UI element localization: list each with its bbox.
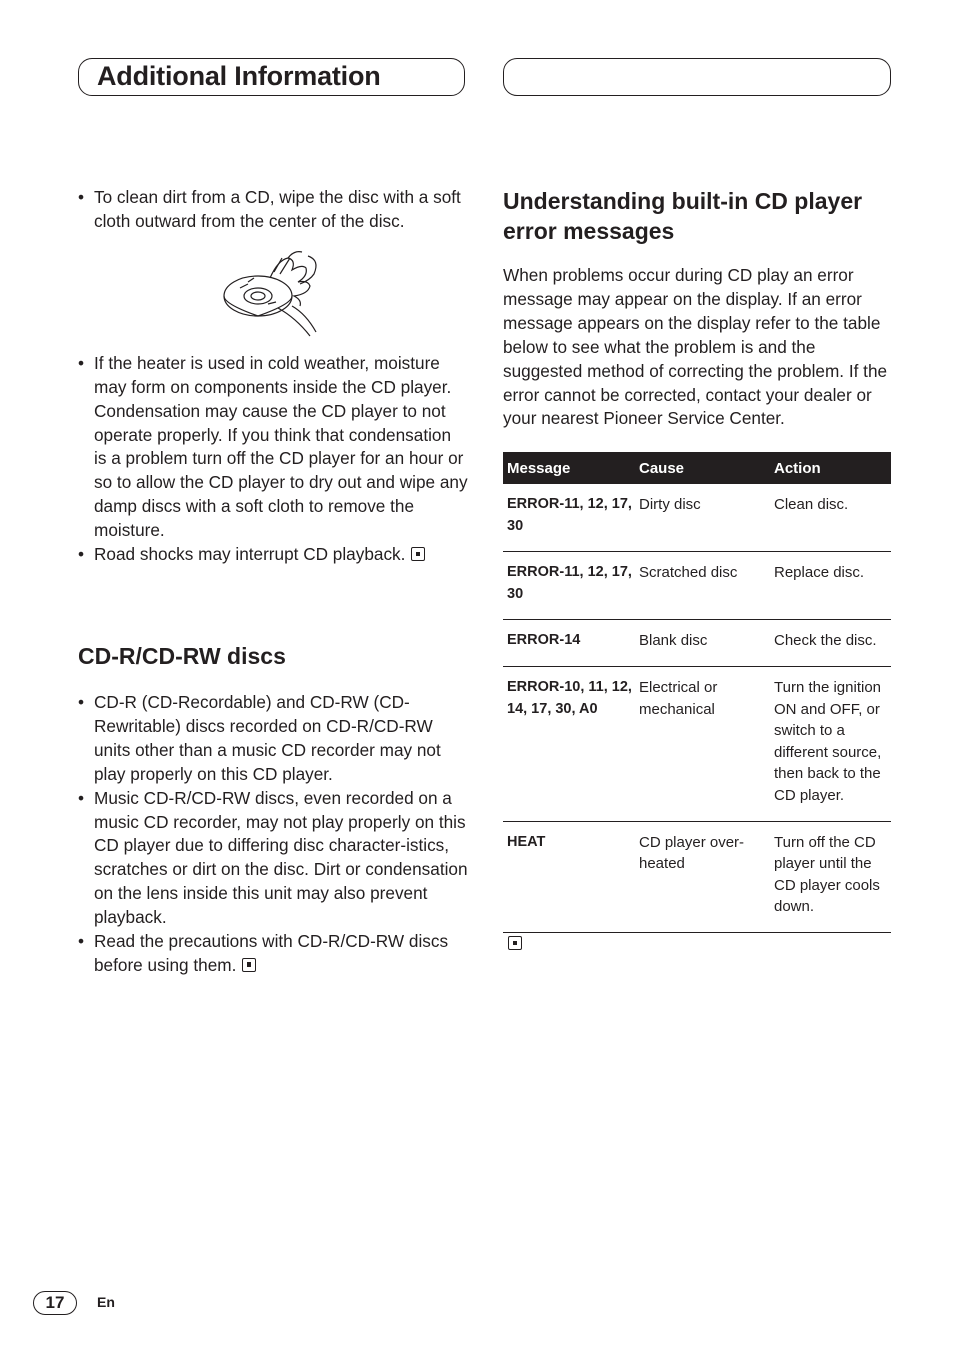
left-column <box>78 186 468 978</box>
action-cell: Replace disc. <box>770 552 891 620</box>
bullet-text: Road shocks may interrupt CD playback. <box>94 544 406 565</box>
page-number: 17 <box>33 1291 77 1315</box>
language-label: En <box>97 1294 115 1310</box>
cause-cell: Electrical or mechanical <box>635 666 770 821</box>
message-cell: ERROR-11, 12, 17, 30 <box>503 484 635 552</box>
section-title: Additional Information <box>97 61 381 91</box>
bullet-item: • Music CD-R/CD-RW discs, even recorded on a music CD recorder, may not play properly on this CD player due to differing disc character-istics, scratches or dirt on the disc. Dirt or condensation on the lens inside this unit may also prevent playback. <box>78 787 468 930</box>
action-cell: Check the disc. <box>770 620 891 667</box>
cause-cell: Blank disc <box>635 620 770 667</box>
cdr-section-heading: CD-R/CD-RW discs <box>78 642 286 669</box>
end-mark-icon <box>508 936 522 950</box>
bullet-item: • CD-R (CD-Recordable) and CD-RW (CD-Rewritable) discs recorded on CD-R/CD-RW units other than a music CD recorder may not play properly on this CD player. <box>78 691 468 787</box>
column-header-cause: Cause <box>635 452 770 484</box>
column-header-message: Message <box>503 452 635 484</box>
bullet-item: • If the heater is used in cold weather, moisture may form on components inside the CD player. Condensation may cause the CD player to not operate properly. If you think that condensation is a problem turn off the CD player for an hour or so to allow the CD player to dry out and wipe any damp discs with a soft cloth to remove the moisture. <box>78 352 468 543</box>
action-cell: Turn the ignition ON and OFF, or switch to a different source, then back to the CD player. <box>770 666 891 821</box>
cause-cell: Scratched disc <box>635 552 770 620</box>
cause-cell: CD player over-heated <box>635 821 770 932</box>
action-cell: Clean disc. <box>770 484 891 552</box>
bullet-item <box>78 930 468 978</box>
table-row <box>503 552 891 620</box>
error-messages-heading: Understanding built-in CD player error messages <box>503 188 863 244</box>
bullet-item: • To clean dirt from a CD, wipe the disc with a soft cloth outward from the center of the disc. <box>78 186 468 234</box>
right-column <box>503 186 891 916</box>
message-cell: HEAT <box>503 821 635 932</box>
table-row <box>503 666 891 821</box>
section-header-box <box>78 58 465 96</box>
cd-cleaning-illustration <box>78 248 468 344</box>
message-cell: ERROR-11, 12, 17, 30 <box>503 552 635 620</box>
end-mark-icon <box>242 958 256 972</box>
error-messages-intro: When problems occur during CD play an error message may appear on the display. If an error message appears on the display refer to the table below to see what the problem is and the suggested method of correcting the problem. If the error cannot be corrected, contact your dealer or your nearest Pioneer Service Center. <box>503 265 888 429</box>
cd-wiping-hand-icon <box>218 248 328 340</box>
table-header-row <box>503 452 891 484</box>
column-header-action: Action <box>770 452 891 484</box>
condensation-bullets <box>78 352 468 567</box>
action-cell: Turn off the CD player until the CD player cools down. <box>770 821 891 932</box>
cause-cell: Dirty disc <box>635 484 770 552</box>
message-cell: ERROR-14 <box>503 620 635 667</box>
empty-header-box <box>503 58 891 96</box>
table-row <box>503 484 891 552</box>
end-mark-icon <box>411 547 425 561</box>
cleaning-bullets <box>78 186 468 234</box>
table-row <box>503 821 891 932</box>
error-messages-table <box>503 452 891 933</box>
cdr-bullets <box>78 691 468 978</box>
table-row <box>503 620 891 667</box>
message-cell: ERROR-10, 11, 12, 14, 17, 30, A0 <box>503 666 635 821</box>
bullet-text: Read the precautions with CD-R/CD-RW discs before using them. <box>94 931 449 975</box>
bullet-item <box>78 543 468 567</box>
